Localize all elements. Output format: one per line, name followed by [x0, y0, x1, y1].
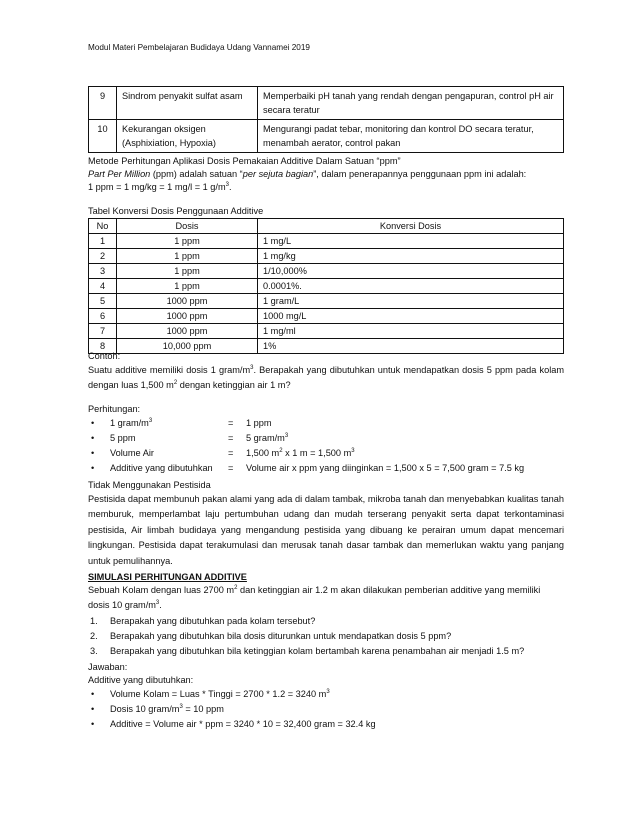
bullet-icon: •: [91, 418, 95, 428]
table-row: [89, 264, 564, 279]
list-item: [88, 688, 564, 703]
item-value: 5 gram/$m^3$: [246, 432, 289, 443]
item-text: Berapakah yang dibutuhkan bila ketinggian kolam bertambah karena penambahan air menjadi 1.5 m?: [110, 646, 525, 656]
row-no: 10: [89, 120, 117, 153]
item-key: Additive yang dibutuhkan: [110, 463, 213, 473]
row-name: Kekurangan oksigen (Asphixiation, Hypoxia): [117, 120, 258, 153]
sup: 2: [279, 447, 283, 454]
item-number: 1.: [90, 616, 98, 626]
cell-dosis: 1 ppm: [117, 264, 258, 279]
table-row: [89, 324, 564, 339]
cell-no: 2: [89, 249, 117, 264]
cell-no: 5: [89, 294, 117, 309]
cell-konversi: 1/10,000%: [258, 264, 564, 279]
cell-dosis: 1000 ppm: [117, 309, 258, 324]
sup: 3: [284, 432, 289, 439]
cell-no: 7: [89, 324, 117, 339]
item-number: 3.: [90, 646, 98, 656]
table-row: [89, 234, 564, 249]
cell-dosis: 1 ppm: [117, 234, 258, 249]
equals: =: [228, 433, 234, 443]
equals: =: [228, 448, 234, 458]
list-item: [88, 703, 564, 718]
pestisida-title: Tidak Menggunakan Pestisida: [88, 480, 211, 490]
item-key: 5 ppm: [110, 433, 136, 443]
cell-konversi: 1 gram/L: [258, 294, 564, 309]
cell-dosis: 1 ppm: [117, 249, 258, 264]
pestisida-body: Pestisida dapat membunuh pakan alami yang ada di dalam tambak, mikroba tanah dan menyebabkan kualitas tanah memburuk, memperlambat laju pertumbuhan udang dan mudah terserang penyakit serta dapat terkontaminasi pestisida, Air limbah budidaya yang mengandung pestisida yang dibuang ke perairan umum dapat mencemari lingkungan. Pestisida dapat terakumulasi dan merusak tanah dasar tambak dan memerlukan waktu yang panjang untuk pemulihannya.: [88, 494, 564, 566]
item-value: 1 ppm: [246, 418, 272, 428]
sup: 3: [148, 417, 153, 424]
cell-dosis: 10,000 ppm: [117, 339, 258, 354]
bullet-icon: •: [91, 433, 95, 443]
bullet-icon: •: [91, 463, 95, 473]
table-row: [89, 120, 564, 153]
jawaban-title: Jawaban:: [88, 662, 128, 672]
cell-konversi: 1000 mg/L: [258, 309, 564, 324]
list-item: [88, 462, 564, 477]
contoh-text: Suatu additive memiliki dosis 1 gram/$m^3$. Berapakah yang dibutuhkan untuk mendapatkan dosis 5 ppm pada kolam dengan luas 1,500 $m^2$ dengan ketinggian air 1 m?: [88, 364, 564, 390]
simulasi-title: SIMULASI PERHITUNGAN ADDITIVE: [88, 572, 247, 582]
item-key: Volume Air: [110, 448, 154, 458]
list-item: [88, 417, 564, 432]
list-item: [88, 630, 564, 645]
cell-no: 3: [89, 264, 117, 279]
method-formula: 1 ppm = 1 mg/kg = 1 mg/l = 1 $g/m^3$.: [88, 181, 232, 192]
list-item: [88, 447, 564, 462]
conversion-table: [88, 218, 564, 354]
table-row: [89, 249, 564, 264]
disease-table: [88, 86, 564, 153]
cell-konversi: 1 mg/kg: [258, 249, 564, 264]
item-number: 2.: [90, 631, 98, 641]
cell-dosis: 1000 ppm: [117, 294, 258, 309]
row-action: Mengurangi padat tebar, monitoring dan kontrol DO secara teratur, menambah aerator, control pakan: [258, 120, 564, 153]
bullet-icon: •: [91, 704, 95, 714]
cell-no: 1: [89, 234, 117, 249]
item-value: Volume air x ppm yang diinginkan = 1,500 x 5 = 7,500 gram = 7.5 kg: [246, 463, 525, 473]
method-definition: Part Per Million (ppm) adalah satuan “per sejuta bagian”, dalam penerapannya penggunaan ppm ini adalah:: [88, 169, 527, 179]
item-key: 1 gram/$m^3$: [110, 417, 153, 428]
list-item: [88, 718, 564, 733]
cell-no: 6: [89, 309, 117, 324]
cell-konversi: 0.0001%.: [258, 279, 564, 294]
table-row: [89, 309, 564, 324]
col-no: No: [89, 219, 117, 234]
perhitungan-list: [88, 417, 564, 477]
cell-dosis: 1000 ppm: [117, 324, 258, 339]
col-dosis: Dosis: [117, 219, 258, 234]
equals: =: [228, 418, 234, 428]
simulasi-questions: [88, 615, 564, 660]
sup: 3: [179, 703, 183, 710]
simulasi-text: Sebuah Kolam dengan luas 2700 $m^2$ dan ketinggian air 1.2 m akan dilakukan pemberian additive yang memiliki dosis 10 gram/$m^3$.: [88, 584, 541, 610]
item-text: Berapakah yang dibutuhkan bila dosis diturunkan untuk mendapatkan dosis 5 ppm?: [110, 631, 452, 641]
method-section: [88, 155, 564, 194]
row-name: Sindrom penyakit sulfat asam: [117, 87, 258, 120]
item-text: Volume Kolam = Luas * Tinggi = 2700 * 1.2 = 3240 $m^3$: [110, 688, 330, 699]
cell-konversi: 1 mg/ml: [258, 324, 564, 339]
equals: =: [228, 463, 234, 473]
table-row: [89, 294, 564, 309]
cell-no: 8: [89, 339, 117, 354]
sup: 3: [351, 447, 355, 454]
conversion-table-title: Tabel Konversi Dosis Penggunaan Additive: [88, 206, 264, 216]
sup: 3: [326, 688, 330, 695]
page-header: Modul Materi Pembelajaran Budidaya Udang Vannamei 2019: [88, 43, 310, 52]
list-item: [88, 645, 564, 660]
item-value: 1,500 $m^2$ x 1 m = 1,500 $m^3$: [246, 447, 355, 458]
method-title: Metode Perhitungan Aplikasi Dosis Pemakaian Additive Dalam Satuan “ppm”: [88, 156, 401, 166]
bullet-icon: •: [91, 448, 95, 458]
table-row: [89, 87, 564, 120]
cell-konversi: 1 mg/L: [258, 234, 564, 249]
row-no: 9: [89, 87, 117, 120]
list-item: [88, 615, 564, 630]
cell-konversi: 1%: [258, 339, 564, 354]
contoh-section: [88, 350, 564, 393]
row-action: Memperbaiki pH tanah yang rendah dengan pengapuran, control pH air secara teratur: [258, 87, 564, 120]
col-konversi: Konversi Dosis: [258, 219, 564, 234]
contoh-title: Contoh:: [88, 351, 121, 361]
table-row: [89, 279, 564, 294]
cell-dosis: 1 ppm: [117, 279, 258, 294]
bullet-icon: •: [91, 719, 95, 729]
jawaban-sub: Additive yang dibutuhkan:: [88, 675, 194, 685]
item-text: Dosis 10 gram/$m^3 = 10$ ppm: [110, 703, 224, 714]
perhitungan-title: Perhitungan:: [88, 404, 141, 414]
list-item: [88, 432, 564, 447]
bullet-icon: •: [91, 689, 95, 699]
item-text: Berapakah yang dibutuhkan pada kolam tersebut?: [110, 616, 316, 626]
jawaban-list: [88, 688, 564, 733]
cell-no: 4: [89, 279, 117, 294]
item-text: Additive = Volume air * ppm = 3240 * 10 = 32,400 gram = 32.4 kg: [110, 719, 376, 729]
